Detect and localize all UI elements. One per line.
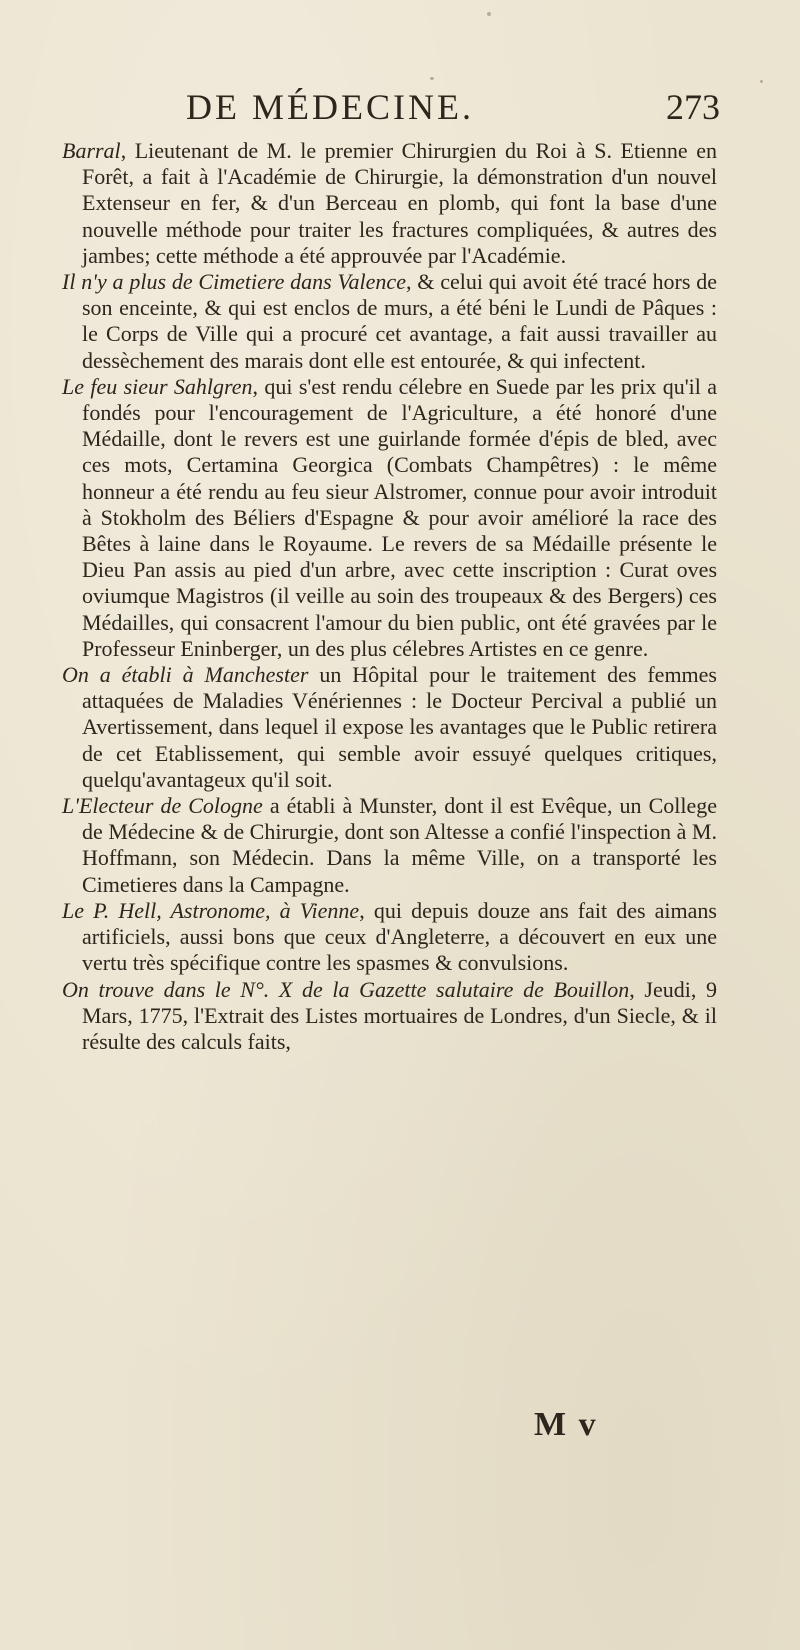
entry-lead: Le feu sieur Sahlgren bbox=[62, 373, 253, 399]
running-title: DE MÉDECINE. bbox=[186, 87, 474, 127]
entry-lead: On a établi à Manchester bbox=[62, 662, 309, 688]
running-head bbox=[60, 82, 720, 132]
paper-speck bbox=[487, 12, 491, 16]
entry-valence bbox=[62, 269, 717, 374]
entry-text: un Hôpital pour le traitement des femmes attaquées de Maladies Vénériennes : le Docteur Percival a publié un Avertissement, dans lequel il expose les avantages que le Public retirera de cet Etablissement, qui semble avoir essuyé quelques critiques, quelqu'avantageux qu'il soit. bbox=[82, 662, 717, 792]
signature-mark: M v bbox=[534, 1406, 598, 1443]
entry-barral bbox=[62, 138, 717, 269]
entry-manchester bbox=[62, 662, 717, 793]
entry-lead: Le P. Hell, Astronome, à Vienne bbox=[62, 897, 360, 923]
body-text bbox=[62, 138, 717, 1055]
entry-sahlgren bbox=[62, 374, 717, 662]
entry-text: a établi à Munster, dont il est Evêque, un College de Médecine & de Chirurgie, dont son Altesse a confié l'inspection à M. Hoffmann, son Médecin. Dans la même Ville, on a transporté les Cimetieres dans la Campagne. bbox=[82, 793, 717, 897]
entry-lead: Barral bbox=[62, 138, 121, 163]
entry-text: , & celui qui avoit été tracé hors de son enceinte, & qui est enclos de murs, a été béni le Lundi de Pâques : le Corps de Ville qui a procuré cet avantage, a fait aussi travailler au dessèchement des marais dont elle est entourée, & qui infectent. bbox=[82, 269, 717, 373]
entry-text: , Jeudi, 9 Mars, 1775, l'Extrait des Listes mortuaires de Londres, d'un Siecle, & il résulte des calculs faits, bbox=[82, 976, 717, 1054]
entry-lead: On trouve dans le N°. X de la Gazette salutaire de Bouillon bbox=[62, 976, 630, 1002]
entry-lead: Il n'y a plus de Cimetiere dans Valence bbox=[62, 269, 406, 295]
paper-speck bbox=[760, 80, 763, 83]
entry-gazette bbox=[62, 977, 717, 1056]
paper-speck bbox=[430, 77, 434, 80]
entry-cologne bbox=[62, 793, 717, 898]
page-number: 273 bbox=[666, 87, 720, 127]
entry-text: , Lieutenant de M. le premier Chirurgien du Roi à S. Etienne en Forêt, a fait à l'Académie de Chirurgie, la démonstration d'un nouvel Extenseur en fer, & d'un Berceau en plomb, qui font la base d'une nouvelle méthode pour traiter les fractures compliquées, & autres des jambes; cette méthode a été approuvée par l'Académie. bbox=[82, 138, 717, 268]
entry-text: , qui depuis douze ans fait des aimans artificiels, aussi bons que ceux d'Angleterre, a découvert en eux une vertu très spécifique contre les spasmes & convulsions. bbox=[82, 897, 717, 976]
entry-hell bbox=[62, 898, 717, 977]
entry-text: , qui s'est rendu célebre en Suede par les prix qu'il a fondés pour l'encouragement de l'Agriculture, a été honoré d'une Médaille, dont le revers est une guirlande formée d'épis de bled, avec ces mots, Certamina Georgica (Combats Champêtres) : le même honneur a été rendu au feu sieur Alstromer, connue pour avoir introduit à Stokholm des Béliers d'Espagne & pour avoir amélioré la race des Bêtes à laine dans le Royaume. Le revers de sa Médaille présente le Dieu Pan assis au pied d'un arbre, avec cette inscription : Curat oves oviumque Magistros (il veille au soin des troupeaux & des Bergers) ces Médailles, qui consacrent l'amour du bien public, ont été gravées par le Professeur Eninberger, un des plus célebres Artistes en ce genre. bbox=[82, 373, 717, 661]
entry-lead: L'Electeur de Cologne bbox=[62, 793, 263, 819]
